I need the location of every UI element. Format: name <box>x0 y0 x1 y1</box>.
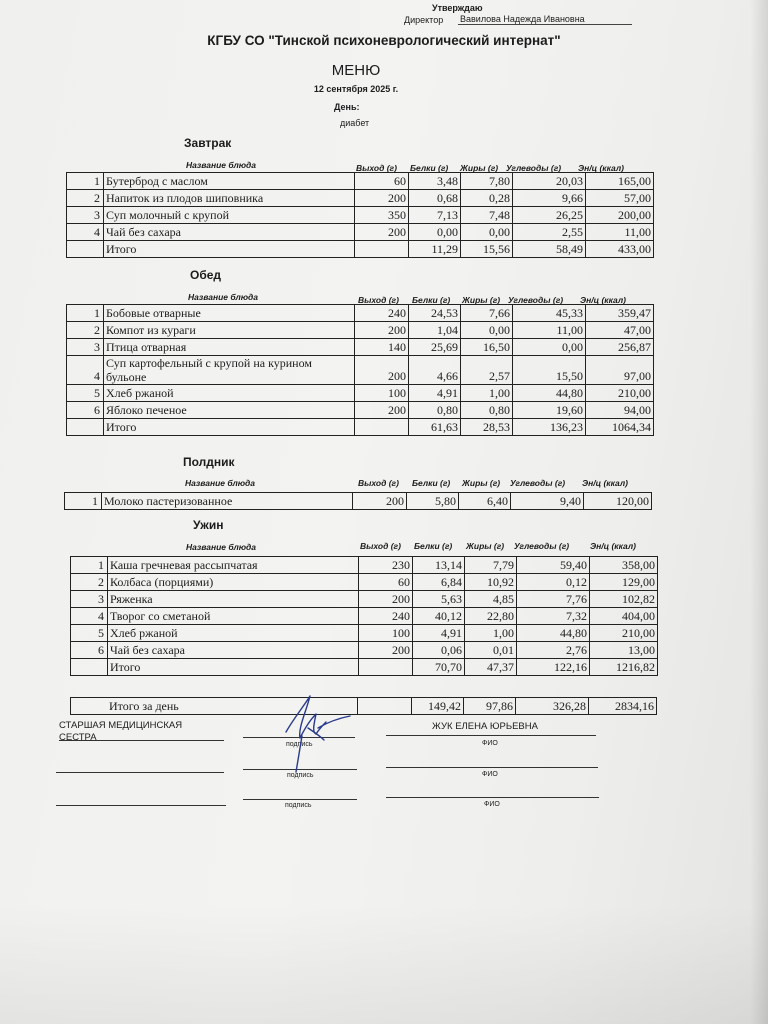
dish-output: 200 <box>355 402 409 419</box>
col-name-header: Название блюда <box>188 292 259 302</box>
dish-protein: 5,80 <box>407 493 459 510</box>
table-row <box>71 591 658 608</box>
dish-name: Компот из кураги <box>104 322 355 339</box>
dish-name: Колбаса (порциями) <box>108 574 359 591</box>
total-protein: 11,29 <box>409 241 461 258</box>
nurse-name: ЖУК ЕЛЕНА ЮРЬЕВНА <box>432 721 538 732</box>
sign-caption: подпись <box>287 772 314 779</box>
signature-line <box>56 772 224 773</box>
col-carbs-header: Углеводы (г) <box>510 478 566 488</box>
dish-carbs: 9,40 <box>511 493 584 510</box>
dish-energy: 11,00 <box>586 224 654 241</box>
col-fat-header: Жиры (г) <box>460 163 499 173</box>
dish-fat: 0,80 <box>461 402 513 419</box>
col-protein-header: Белки (г) <box>410 163 449 173</box>
dish-carbs: 26,25 <box>513 207 586 224</box>
dish-energy: 165,00 <box>586 173 654 190</box>
dish-carbs: 44,80 <box>517 625 590 642</box>
dinner-table <box>70 556 658 676</box>
dish-output: 200 <box>355 190 409 207</box>
dish-protein: 40,12 <box>413 608 465 625</box>
dish-energy: 120,00 <box>584 493 652 510</box>
table-row <box>67 173 654 190</box>
dish-name: Каша гречневая рассыпчатая <box>108 557 359 574</box>
director-name: Вавилова Надежда Ивановна <box>458 14 632 25</box>
total-carbs: 58,49 <box>513 241 586 258</box>
handwritten-signature <box>280 688 360 778</box>
table-row <box>67 207 654 224</box>
dish-fat: 1,00 <box>465 625 517 642</box>
signature-line <box>56 805 226 806</box>
dish-carbs: 20,03 <box>513 173 586 190</box>
signature-line <box>59 740 224 741</box>
lunch-title: Обед <box>190 268 222 282</box>
col-carbs-header: Углеводы (г) <box>508 295 564 305</box>
paper-shadow <box>750 0 768 1024</box>
dish-output: 200 <box>359 642 413 659</box>
dish-fat: 7,48 <box>461 207 513 224</box>
dish-protein: 6,84 <box>413 574 465 591</box>
dish-output: 60 <box>359 574 413 591</box>
dish-protein: 7,13 <box>409 207 461 224</box>
dish-fat: 0,01 <box>465 642 517 659</box>
fio-caption: ФИО <box>482 771 498 778</box>
col-protein-header: Белки (г) <box>412 295 451 305</box>
dish-protein: 4,66 <box>409 356 461 385</box>
approved-label: Утверждаю <box>432 3 483 13</box>
table-row <box>67 356 654 385</box>
row-number: 3 <box>67 207 104 224</box>
table-row <box>67 224 654 241</box>
col-protein-header: Белки (г) <box>412 478 451 488</box>
total-fat: 15,56 <box>461 241 513 258</box>
day-total-protein: 149,42 <box>412 698 464 715</box>
dish-name: Яблоко печеное <box>104 402 355 419</box>
dish-energy: 359,47 <box>586 305 654 322</box>
dish-name: Ряженка <box>108 591 359 608</box>
dish-output: 200 <box>359 591 413 608</box>
total-row <box>67 419 654 436</box>
row-number: 4 <box>71 608 108 625</box>
nurse-title: СТАРШАЯ МЕДИЦИНСКАЯ СЕСТРА <box>59 720 183 743</box>
col-output-header: Выход (г) <box>358 295 399 305</box>
dish-energy: 200,00 <box>586 207 654 224</box>
snack-table <box>64 492 652 510</box>
dish-energy: 47,00 <box>586 322 654 339</box>
dish-output: 240 <box>355 305 409 322</box>
dish-energy: 94,00 <box>586 402 654 419</box>
total-protein: 70,70 <box>413 659 465 676</box>
fio-line <box>386 767 598 768</box>
total-fat: 47,37 <box>465 659 517 676</box>
total-row <box>67 241 654 258</box>
total-carbs: 136,23 <box>513 419 586 436</box>
dish-energy: 404,00 <box>590 608 658 625</box>
col-name-header: Название блюда <box>186 542 257 552</box>
col-fat-header: Жиры (г) <box>462 295 501 305</box>
dish-fat: 0,28 <box>461 190 513 207</box>
dish-output: 230 <box>359 557 413 574</box>
dish-fat: 7,80 <box>461 173 513 190</box>
dish-output: 200 <box>355 322 409 339</box>
col-output-header: Выход (г) <box>356 163 397 173</box>
dish-carbs: 2,55 <box>513 224 586 241</box>
dish-protein: 3,48 <box>409 173 461 190</box>
day-total-energy: 2834,16 <box>589 698 657 715</box>
dish-output: 240 <box>359 608 413 625</box>
dish-output: 100 <box>355 385 409 402</box>
dish-name: Творог со сметаной <box>108 608 359 625</box>
dish-carbs: 45,33 <box>513 305 586 322</box>
dish-carbs: 0,00 <box>513 339 586 356</box>
total-fat: 28,53 <box>461 419 513 436</box>
sign-caption: подпись <box>285 802 312 809</box>
table-row <box>71 557 658 574</box>
dish-energy: 210,00 <box>590 625 658 642</box>
row-number: 2 <box>67 190 104 207</box>
signature-line <box>243 799 357 800</box>
dish-carbs: 19,60 <box>513 402 586 419</box>
col-carbs-header: Углеводы (г) <box>506 163 562 173</box>
dish-output: 200 <box>355 356 409 385</box>
fio-line <box>386 735 596 736</box>
table-row <box>67 385 654 402</box>
dish-protein: 13,14 <box>413 557 465 574</box>
dish-energy: 358,00 <box>590 557 658 574</box>
dish-output: 350 <box>355 207 409 224</box>
total-energy: 433,00 <box>586 241 654 258</box>
col-energy-header: Эн/ц (ккал) <box>590 541 636 551</box>
dish-carbs: 11,00 <box>513 322 586 339</box>
dish-name: Чай без сахара <box>104 224 355 241</box>
dish-output: 60 <box>355 173 409 190</box>
dish-name: Суп картофельный с крупой на курином бульоне <box>104 356 355 385</box>
col-name-header: Название блюда <box>186 160 257 170</box>
dish-output: 140 <box>355 339 409 356</box>
dish-protein: 0,80 <box>409 402 461 419</box>
dish-carbs: 7,32 <box>517 608 590 625</box>
dish-output: 100 <box>359 625 413 642</box>
breakfast-title: Завтрак <box>184 136 232 150</box>
dish-energy: 102,82 <box>590 591 658 608</box>
row-number: 2 <box>71 574 108 591</box>
table-row <box>67 190 654 207</box>
fio-line <box>386 797 599 798</box>
dish-protein: 4,91 <box>413 625 465 642</box>
row-number: 6 <box>71 642 108 659</box>
dish-protein: 0,68 <box>409 190 461 207</box>
organization-title: КГБУ СО "Тинской психоневрологический интернат" <box>207 33 561 48</box>
row-number: 1 <box>71 557 108 574</box>
dish-carbs: 15,50 <box>513 356 586 385</box>
dish-name: Птица отварная <box>104 339 355 356</box>
row-number: 3 <box>71 591 108 608</box>
dish-name: Молоко пастеризованное <box>102 493 353 510</box>
table-row <box>71 574 658 591</box>
total-label: Итого <box>104 419 355 436</box>
dish-carbs: 9,66 <box>513 190 586 207</box>
fio-caption: ФИО <box>484 801 500 808</box>
total-protein: 61,63 <box>409 419 461 436</box>
table-row <box>67 305 654 322</box>
dish-energy: 256,87 <box>586 339 654 356</box>
col-fat-header: Жиры (г) <box>466 541 505 551</box>
dish-carbs: 59,40 <box>517 557 590 574</box>
row-number: 1 <box>67 173 104 190</box>
dish-name: Хлеб ржаной <box>104 385 355 402</box>
dish-fat: 22,80 <box>465 608 517 625</box>
dish-energy: 57,00 <box>586 190 654 207</box>
dish-protein: 4,91 <box>409 385 461 402</box>
dish-protein: 1,04 <box>409 322 461 339</box>
col-output-header: Выход (г) <box>358 478 399 488</box>
row-number: 4 <box>67 356 104 385</box>
row-number: 2 <box>67 322 104 339</box>
dish-name: Чай без сахара <box>108 642 359 659</box>
dish-carbs: 44,80 <box>513 385 586 402</box>
row-number: 4 <box>67 224 104 241</box>
dish-fat: 10,92 <box>465 574 517 591</box>
col-energy-header: Эн/ц (ккал) <box>580 295 626 305</box>
row-number: 1 <box>67 305 104 322</box>
day-total-row <box>71 698 657 715</box>
dish-carbs: 0,12 <box>517 574 590 591</box>
dish-fat: 0,00 <box>461 224 513 241</box>
table-row <box>71 608 658 625</box>
dish-fat: 2,57 <box>461 356 513 385</box>
col-energy-header: Эн/ц (ккал) <box>582 478 628 488</box>
total-row <box>71 659 658 676</box>
fio-caption: ФИО <box>482 740 498 747</box>
total-carbs: 122,16 <box>517 659 590 676</box>
col-output-header: Выход (г) <box>360 541 401 551</box>
dish-name: Бутерброд с маслом <box>104 173 355 190</box>
dish-output: 200 <box>355 224 409 241</box>
col-carbs-header: Углеводы (г) <box>514 541 570 551</box>
dish-name: Суп молочный с крупой <box>104 207 355 224</box>
total-label: Итого <box>108 659 359 676</box>
table-row <box>65 493 652 510</box>
sign-caption: подпись <box>286 741 313 748</box>
dish-fat: 6,40 <box>459 493 511 510</box>
day-total-fat: 97,86 <box>464 698 516 715</box>
dinner-title: Ужин <box>193 518 224 532</box>
dish-energy: 210,00 <box>586 385 654 402</box>
dish-fat: 4,85 <box>465 591 517 608</box>
table-row <box>67 322 654 339</box>
table-row <box>67 339 654 356</box>
dish-protein: 0,06 <box>413 642 465 659</box>
day-total-table <box>70 697 657 715</box>
dish-fat: 7,66 <box>461 305 513 322</box>
total-energy: 1216,82 <box>590 659 658 676</box>
table-row <box>67 402 654 419</box>
day-total-label: Итого за день <box>107 698 358 715</box>
dish-protein: 5,63 <box>413 591 465 608</box>
day-total-carbs: 326,28 <box>516 698 589 715</box>
director-label: Директор <box>404 15 444 25</box>
lunch-table <box>66 304 654 436</box>
row-number: 1 <box>65 493 102 510</box>
dish-carbs: 2,76 <box>517 642 590 659</box>
row-number: 3 <box>67 339 104 356</box>
row-number: 5 <box>67 385 104 402</box>
day-label: День: <box>334 102 360 112</box>
snack-title: Полдник <box>183 455 235 469</box>
table-row <box>71 642 658 659</box>
dish-energy: 97,00 <box>586 356 654 385</box>
dish-energy: 129,00 <box>590 574 658 591</box>
row-number: 5 <box>71 625 108 642</box>
dish-name: Хлеб ржаной <box>108 625 359 642</box>
dish-name: Напиток из плодов шиповника <box>104 190 355 207</box>
col-name-header: Название блюда <box>185 478 256 488</box>
col-energy-header: Эн/ц (ккал) <box>578 163 624 173</box>
dish-fat: 0,00 <box>461 322 513 339</box>
dish-fat: 1,00 <box>461 385 513 402</box>
diet-label: диабет <box>340 118 370 128</box>
table-row <box>71 625 658 642</box>
paper-shadow-bottom <box>0 904 768 1024</box>
col-fat-header: Жиры (г) <box>462 478 501 488</box>
dish-fat: 16,50 <box>461 339 513 356</box>
total-energy: 1064,34 <box>586 419 654 436</box>
breakfast-table <box>66 172 654 258</box>
menu-date: 12 сентября 2025 г. <box>313 84 399 94</box>
dish-name: Бобовые отварные <box>104 305 355 322</box>
dish-output: 200 <box>353 493 407 510</box>
dish-protein: 24,53 <box>409 305 461 322</box>
dish-carbs: 7,76 <box>517 591 590 608</box>
dish-energy: 13,00 <box>590 642 658 659</box>
col-protein-header: Белки (г) <box>414 541 453 551</box>
dish-protein: 0,00 <box>409 224 461 241</box>
row-number: 6 <box>67 402 104 419</box>
dish-protein: 25,69 <box>409 339 461 356</box>
menu-title: МЕНЮ <box>331 62 381 79</box>
dish-fat: 7,79 <box>465 557 517 574</box>
total-label: Итого <box>104 241 355 258</box>
